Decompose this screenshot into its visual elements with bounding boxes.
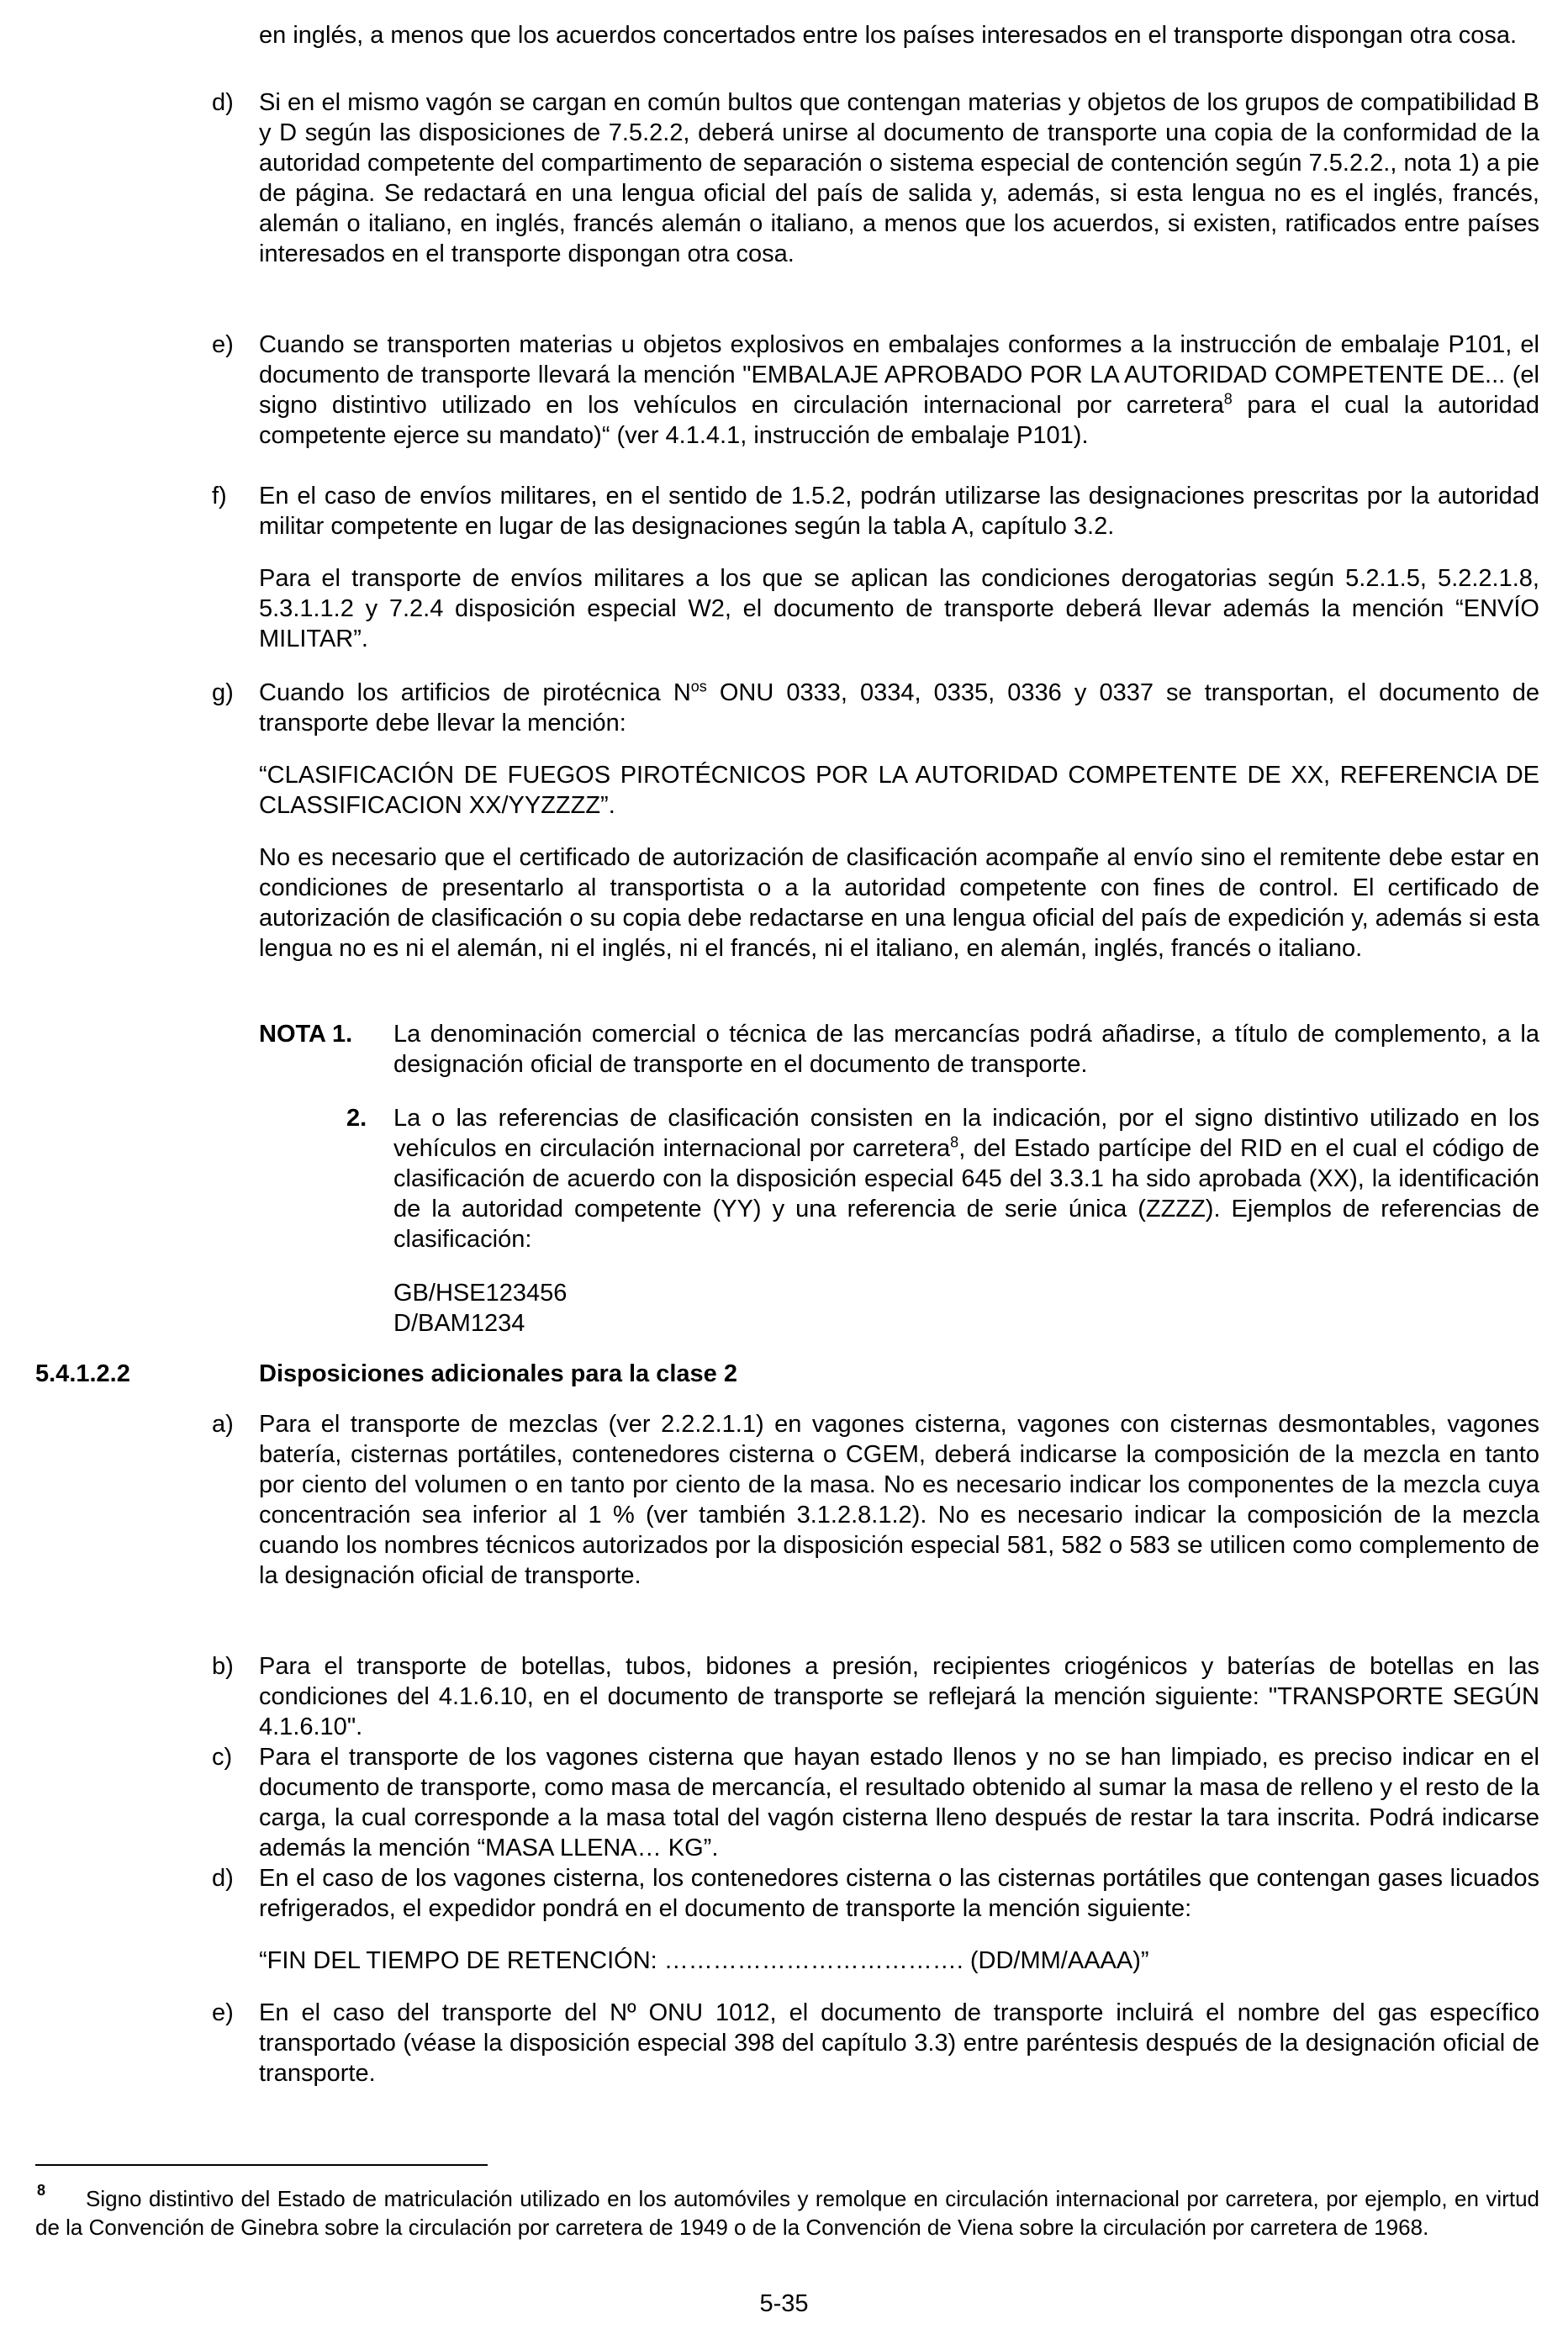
footnote-mark: 8 [37, 2182, 46, 2199]
note-label: NOTA 1. [259, 1021, 353, 1048]
continuation-paragraph: en inglés, a menos que los acuerdos concertados entre los países interesados en el transporte dispongan otra cosa. [259, 22, 1518, 49]
note-2-number: 2. [346, 1105, 367, 1132]
example-reference-1: GB/HSE123456 [393, 1280, 568, 1307]
footnote-ref: 8 [1223, 390, 1233, 408]
class2-item-a-text: Para el transporte de mezclas (ver 2.2.2.1.1) en vagones cisterna, vagones con cisternas desmontables, vagones batería, cisternas portátiles, contenedores cisterna o CGEM, deberá indicarse la composición de la mezcla en tanto por ciento del volumen o en tanto por ciento de la masa. No es necesario indicar los componentes de la mezcla cuya concentración sea inferior al 1 % (ver también 3.1.2.8.1.2). No es necesario indicar la composición de la mezcla cuando los nombres técnicos autorizados por la disposición especial 581, 582 o 583 se utilicen como complemento de la designación oficial de transporte. [259, 1411, 1539, 1589]
note-2-text-part1: La o las referencias de clasificación consisten en la indicación, por el signo distintivo utilizado en los vehículos en circulación internacional por carretera [393, 1105, 1539, 1162]
classification-quote: “CLASIFICACIÓN DE FUEGOS PIROTÉCNICOS POR LA AUTORIDAD COMPETENTE DE XX, REFERENCIA DE CLASSIFICACION XX/YYZZZZ”. [259, 762, 1539, 819]
item-g-text-part1: Cuando los artificios de pirotécnica N [259, 679, 691, 706]
class2-item-b-text: Para el transporte de botellas, tubos, bidones a presión, recipientes criogénicos y baterías de botellas en las condiciones del 4.1.6.10, en el documento de transporte se reflejará la mención siguiente: "TRANSPORTE SEGÚN 4.1.6.10". [259, 1653, 1539, 1740]
class2-item-c-marker: c) [212, 1744, 233, 1771]
class2-item-c-text: Para el transporte de los vagones cisterna que hayan estado llenos y no se han limpiado, es preciso indicar en el documento de transporte, como masa de mercancía, el resultado obtenido al sumar la masa de relleno y el resto de la carga, la cual corresponde a la masa total del vagón cisterna lleno después de restar la tara inscrita. Podrá indicarse además la mención “MASA LLENA… KG”. [259, 1744, 1539, 1861]
footnote-ref-2: 8 [950, 1133, 959, 1151]
military-paragraph: Para el transporte de envíos militares a los que se aplican las condiciones derogatorias según 5.2.1.5, 5.2.2.1.8, 5.3.1.1.2 y 7.2.4 disposición especial W2, el documento de transporte deberá llevar además la mención “ENVÍO MILITAR”. [259, 565, 1539, 652]
note-2-text-part2: , del Estado partícipe del RID en el cual el código de clasificación de acuerdo con la disposición especial 645 del 3.3.1 ha sido aprobada (XX), la identificación de la autoridad competente (YY) y una referencia de serie única (ZZZZ). Ejemplos de referencias de clasificación: [393, 1135, 1539, 1253]
item-e-marker: e) [212, 331, 234, 358]
item-f-marker: f) [212, 483, 227, 510]
item-g-text [259, 678, 1539, 738]
certificate-paragraph: No es necesario que el certificado de autorización de clasificación acompañe al envío sino el remitente debe estar en condiciones de presentarlo al transportista o a la autoridad competente con fines de control. El certificado de autorización de clasificación o su copia debe redactarse en una lengua oficial del país de expedición y, además si esta lengua no es ni el alemán, ni el inglés, ni el francés, ni el italiano, en alemán, inglés, francés o italiano. [259, 844, 1539, 962]
item-e-text-part2: para el cual la autoridad competente ejerce su mandato)“ (ver 4.1.4.1, instrucción de embalaje P101). [259, 392, 1539, 449]
class2-item-b-marker: b) [212, 1653, 234, 1680]
item-g-marker: g) [212, 679, 234, 706]
page-number: 5-35 [759, 2290, 809, 2317]
class2-item-d-text: En el caso de los vagones cisterna, los contenedores cisterna o las cisternas portátiles que contengan gases licuados refrigerados, el expedidor pondrá en el documento de transporte la mención siguiente: [259, 1865, 1539, 1922]
footnote-separator [35, 2164, 488, 2166]
item-d-marker: d) [212, 89, 234, 116]
superscript-os: os [690, 678, 707, 695]
footnote-text: Signo distintivo del Estado de matriculación utilizado en los automóviles y remolque en circulación internacional por carretera, por ejemplo, en virtud de la Convención de Ginebra sobre la circulación por carretera de 1949 o de la Convención de Viena sobre la circulación por carretera de 1968. [35, 2186, 1539, 2240]
note-1-text: La denominación comercial o técnica de las mercancías podrá añadirse, a título de complemento, a la designación oficial de transporte en el documento de transporte. [393, 1021, 1539, 1078]
class2-item-e-marker: e) [212, 1999, 234, 2026]
section-number: 5.4.1.2.2 [35, 1360, 130, 1387]
note-2-text [393, 1103, 1539, 1254]
item-d-text: Si en el mismo vagón se cargan en común bultos que contengan materias y objetos de los grupos de compatibilidad B y D según las disposiciones de 7.5.2.2, deberá unirse al documento de transporte una copia de la conformidad de la autoridad competente del compartimento de separación o sistema especial de contención según 7.5.2.2., nota 1) a pie de página. Se redactará en una lengua oficial del país de salida y, además, si esta lengua no es el inglés, francés, alemán o italiano, en inglés, francés alemán o italiano, a menos que los acuerdos, si existen, ratificados entre países interesados en el transporte dispongan otra cosa. [259, 89, 1539, 267]
example-reference-2: D/BAM1234 [393, 1310, 525, 1337]
retention-quote: “FIN DEL TIEMPO DE RETENCIÓN: ………………………………. (DD/MM/AAAA)” [259, 1947, 1149, 1974]
class2-item-e-text: En el caso del transporte del Nº ONU 1012, el documento de transporte incluirá el nombre del gas específico transportado (véase la disposición especial 398 del capítulo 3.3) entre paréntesis después de la designación oficial de transporte. [259, 1999, 1539, 2087]
section-title: Disposiciones adicionales para la clase 2 [259, 1360, 737, 1387]
item-e-text [259, 330, 1539, 451]
class2-item-a-marker: a) [212, 1411, 234, 1438]
class2-item-d-marker: d) [212, 1865, 234, 1892]
item-f-text: En el caso de envíos militares, en el sentido de 1.5.2, podrán utilizarse las designaciones prescritas por la autoridad militar competente en lugar de las designaciones según la tabla A, capítulo 3.2. [259, 483, 1539, 540]
item-e-text-part1: Cuando se transporten materias u objetos explosivos en embalajes conformes a la instrucción de embalaje P101, el documento de transporte llevará la mención "EMBALAJE APROBADO POR LA AUTORIDAD COMPETENTE DE... (el signo distintivo utilizado en los vehículos en circulación internacional por carretera [259, 331, 1539, 419]
item-g-text-part2: ONU 0333, 0334, 0335, 0336 y 0337 se transportan, el documento de transporte debe llevar la mención: [259, 679, 1539, 737]
